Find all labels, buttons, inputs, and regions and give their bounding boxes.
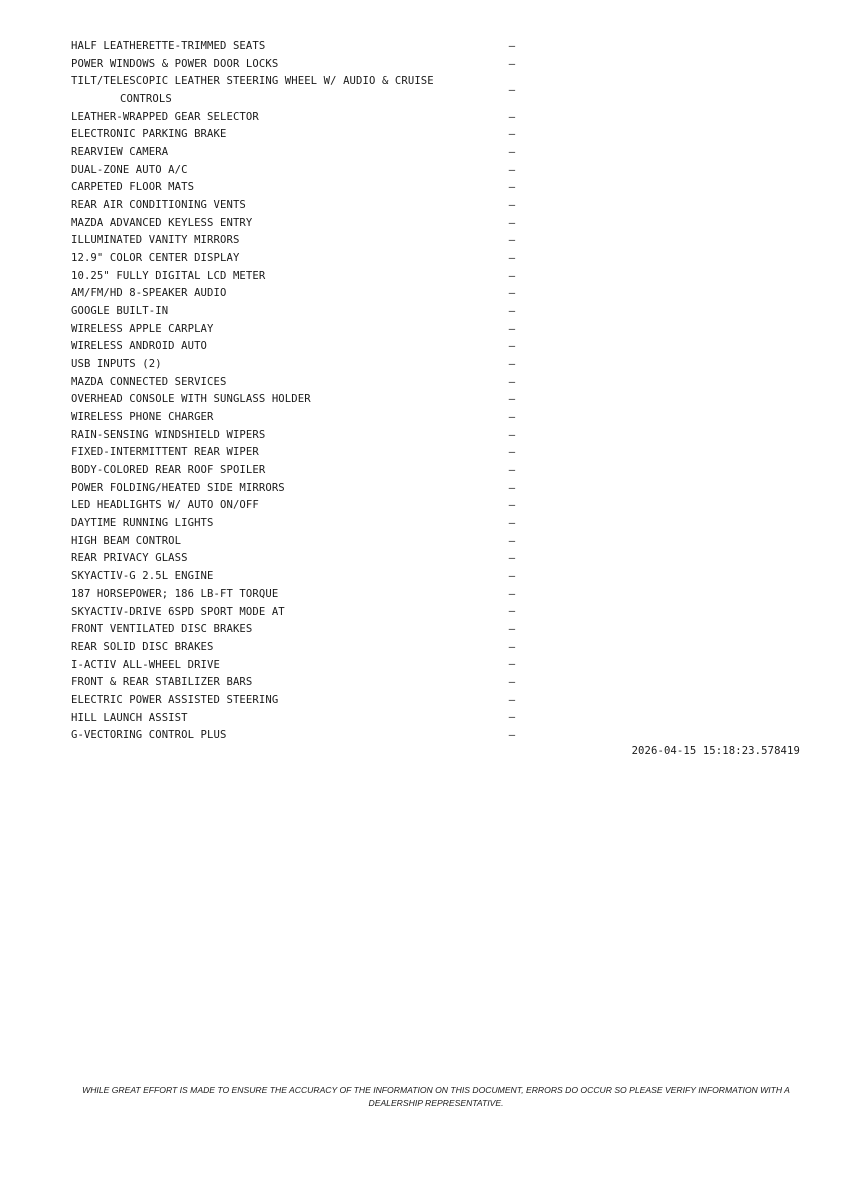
- feature-availability-mark: —: [508, 287, 516, 300]
- feature-name-text: LEATHER-WRAPPED GEAR SELECTOR: [71, 110, 259, 123]
- feature-name: [71, 604, 481, 622]
- feature-name: [71, 338, 481, 356]
- feature-availability-mark: —: [508, 693, 516, 706]
- feature-name-text: HIGH BEAM CONTROL: [71, 534, 182, 547]
- feature-name: [71, 657, 481, 675]
- feature-name-text: WIRELESS ANDROID AUTO: [71, 340, 208, 353]
- feature-name-text: ILLUMINATED VANITY MIRRORS: [71, 234, 240, 247]
- feature-availability-mark: —: [508, 57, 516, 70]
- feature-row: [71, 144, 521, 162]
- feature-name-text: WIRELESS APPLE CARPLAY: [71, 322, 214, 335]
- feature-availability-mark: —: [508, 428, 516, 441]
- feature-name: [71, 215, 481, 233]
- feature-name: [71, 727, 481, 745]
- feature-availability-mark: —: [508, 411, 516, 424]
- feature-row: [71, 268, 521, 286]
- feature-name: [71, 144, 481, 162]
- feature-row: [71, 657, 521, 675]
- print-timestamp: 2026-04-15 15:18:23.578419: [631, 745, 800, 757]
- feature-name-text: FRONT VENTILATED DISC BRAKES: [71, 623, 253, 636]
- feature-name-text: REARVIEW CAMERA: [71, 146, 169, 159]
- feature-row: [71, 480, 521, 498]
- feature-availability-mark: —: [508, 146, 516, 159]
- feature-name-text: POWER WINDOWS & POWER DOOR LOCKS: [71, 57, 279, 70]
- feature-availability-mark: —: [508, 375, 516, 388]
- feature-name-text: 12.9" COLOR CENTER DISPLAY: [71, 252, 240, 265]
- feature-availability-mark: —: [508, 340, 516, 353]
- feature-row: [71, 126, 521, 144]
- feature-name: [71, 533, 481, 551]
- feature-name-text: LED HEADLIGHTS W/ AUTO ON/OFF: [71, 499, 259, 512]
- feature-availability-mark: —: [508, 199, 516, 212]
- feature-name-text: ELECTRONIC PARKING BRAKE: [71, 128, 227, 141]
- feature-row: [71, 73, 521, 108]
- feature-availability-mark: —: [508, 605, 516, 618]
- feature-row: [71, 427, 521, 445]
- feature-row: [71, 215, 521, 233]
- feature-name-text: RAIN-SENSING WINDSHIELD WIPERS: [71, 428, 266, 441]
- feature-name: [71, 126, 481, 144]
- feature-row: [71, 250, 521, 268]
- feature-name-text: FRONT & REAR STABILIZER BARS: [71, 676, 253, 689]
- feature-row: [71, 179, 521, 197]
- feature-name: [71, 674, 481, 692]
- feature-name-text: DUAL-ZONE AUTO A/C: [71, 163, 188, 176]
- feature-availability-mark: —: [508, 711, 516, 724]
- disclaimer-text: [60, 1084, 812, 1110]
- feature-name: [71, 162, 481, 180]
- feature-availability-mark: —: [508, 252, 516, 265]
- feature-row: [71, 38, 521, 56]
- feature-name: [71, 515, 481, 533]
- feature-name: [71, 321, 481, 339]
- disclaimer-line-1: WHILE GREAT EFFORT IS MADE TO ENSURE THE ACCURACY OF THE INFORMATION ON THIS DOCUMENT, ERRORS DO OCCUR SO PLEASE VERIFY INFORMATION WITH A: [82, 1085, 790, 1095]
- feature-name: [71, 197, 481, 215]
- feature-row: [71, 515, 521, 533]
- feature-row: [71, 109, 521, 127]
- feature-name: [71, 179, 481, 197]
- feature-name-text: REAR SOLID DISC BRAKES: [71, 640, 214, 653]
- feature-name: [71, 568, 481, 586]
- feature-row: [71, 374, 521, 392]
- feature-name: [71, 374, 481, 392]
- feature-availability-mark: —: [508, 358, 516, 371]
- feature-name: [71, 356, 481, 374]
- feature-name-text: I-ACTIV ALL-WHEEL DRIVE: [71, 658, 220, 671]
- feature-name-text: 10.25" FULLY DIGITAL LCD METER: [71, 269, 266, 282]
- feature-availability-mark: —: [508, 181, 516, 194]
- feature-name: [71, 497, 481, 515]
- feature-row: [71, 497, 521, 515]
- feature-row: [71, 674, 521, 692]
- feature-availability-mark: —: [508, 39, 516, 52]
- feature-availability-mark: —: [508, 84, 516, 97]
- feature-name: [71, 621, 481, 639]
- feature-name-text: USB INPUTS (2): [71, 358, 162, 371]
- feature-row: [71, 197, 521, 215]
- feature-name: [71, 480, 481, 498]
- feature-name: [71, 462, 481, 480]
- feature-row: [71, 321, 521, 339]
- feature-name: [71, 710, 481, 728]
- feature-name-text: HILL LAUNCH ASSIST: [71, 711, 188, 724]
- feature-name-text: DAYTIME RUNNING LIGHTS: [71, 517, 214, 530]
- feature-name-text: MAZDA ADVANCED KEYLESS ENTRY: [71, 216, 253, 229]
- feature-name-text: MAZDA CONNECTED SERVICES: [71, 375, 227, 388]
- feature-name: [71, 250, 481, 268]
- feature-row: [71, 356, 521, 374]
- feature-row: [71, 568, 521, 586]
- feature-row: [71, 727, 521, 745]
- feature-row: [71, 56, 521, 74]
- feature-row: [71, 639, 521, 657]
- feature-row: [71, 391, 521, 409]
- feature-row: [71, 303, 521, 321]
- feature-name-text: AM/FM/HD 8-SPEAKER AUDIO: [71, 287, 227, 300]
- feature-name-text: 187 HORSEPOWER; 186 LB-FT TORQUE: [71, 587, 279, 600]
- feature-name-text: WIRELESS PHONE CHARGER: [71, 411, 214, 424]
- feature-availability-mark: —: [508, 587, 516, 600]
- feature-availability-mark: —: [508, 163, 516, 176]
- feature-name: [71, 38, 481, 56]
- feature-availability-mark: —: [508, 446, 516, 459]
- feature-availability-mark: —: [508, 234, 516, 247]
- feature-name-text: REAR AIR CONDITIONING VENTS: [71, 199, 246, 212]
- feature-name-text: TILT/TELESCOPIC LEATHER STEERING WHEEL W/ AUDIO & CRUISE: [71, 75, 434, 88]
- feature-availability-mark: —: [508, 623, 516, 636]
- feature-name-text: BODY-COLORED REAR ROOF SPOILER: [71, 464, 266, 477]
- feature-availability-mark: —: [508, 658, 516, 671]
- feature-availability-mark: —: [508, 393, 516, 406]
- feature-name: [71, 409, 481, 427]
- feature-row: [71, 444, 521, 462]
- feature-row: [71, 533, 521, 551]
- feature-row: [71, 586, 521, 604]
- feature-name-text: OVERHEAD CONSOLE WITH SUNGLASS HOLDER: [71, 393, 311, 406]
- feature-availability-mark: —: [508, 729, 516, 742]
- feature-row: [71, 285, 521, 303]
- feature-name-text: SKYACTIV-G 2.5L ENGINE: [71, 570, 214, 583]
- feature-name: [71, 639, 481, 657]
- feature-name: [71, 109, 481, 127]
- feature-availability-mark: —: [508, 640, 516, 653]
- feature-row: [71, 232, 521, 250]
- feature-name-text: HALF LEATHERETTE-TRIMMED SEATS: [71, 40, 266, 52]
- feature-name-text: ELECTRIC POWER ASSISTED STEERING: [71, 693, 279, 706]
- feature-availability-mark: —: [508, 499, 516, 512]
- feature-name-text: GOOGLE BUILT-IN: [71, 305, 169, 318]
- feature-availability-mark: —: [508, 110, 516, 123]
- feature-name: [71, 427, 481, 445]
- feature-name: [71, 232, 481, 250]
- feature-row: [71, 550, 521, 568]
- feature-list: [71, 38, 521, 745]
- feature-name-text: G-VECTORING CONTROL PLUS: [71, 729, 227, 742]
- feature-availability-mark: —: [508, 676, 516, 689]
- feature-row: [71, 604, 521, 622]
- feature-row: [71, 162, 521, 180]
- feature-name: [71, 73, 481, 108]
- feature-row: [71, 621, 521, 639]
- feature-availability-mark: —: [508, 128, 516, 141]
- feature-availability-mark: —: [508, 216, 516, 229]
- feature-availability-mark: —: [508, 570, 516, 583]
- feature-row: [71, 692, 521, 710]
- feature-name: [71, 692, 481, 710]
- disclaimer-line-2: DEALERSHIP REPRESENTATIVE.: [368, 1098, 504, 1108]
- feature-name: [71, 56, 481, 74]
- feature-name: [71, 444, 481, 462]
- feature-name-text: FIXED-INTERMITTENT REAR WIPER: [71, 446, 259, 459]
- feature-name: [71, 391, 481, 409]
- feature-row: [71, 462, 521, 480]
- feature-name: [71, 586, 481, 604]
- feature-name-text: SKYACTIV-DRIVE 6SPD SPORT MODE AT: [71, 605, 285, 618]
- feature-name: [71, 285, 481, 303]
- feature-availability-mark: —: [508, 464, 516, 477]
- feature-availability-mark: —: [508, 305, 516, 318]
- feature-availability-mark: —: [508, 481, 516, 494]
- feature-name-text: REAR PRIVACY GLASS: [71, 552, 188, 565]
- feature-row: [71, 409, 521, 427]
- feature-availability-mark: —: [508, 534, 516, 547]
- feature-availability-mark: —: [508, 552, 516, 565]
- feature-name: [71, 303, 481, 321]
- feature-name-text: POWER FOLDING/HEATED SIDE MIRRORS: [71, 481, 285, 494]
- feature-row: [71, 338, 521, 356]
- feature-availability-mark: —: [508, 517, 516, 530]
- feature-availability-mark: —: [508, 269, 516, 282]
- feature-row: [71, 710, 521, 728]
- feature-name-continuation: CONTROLS: [120, 93, 172, 106]
- feature-name-text: CARPETED FLOOR MATS: [71, 181, 195, 194]
- feature-name: [71, 550, 481, 568]
- feature-availability-mark: —: [508, 322, 516, 335]
- feature-name: [71, 268, 481, 286]
